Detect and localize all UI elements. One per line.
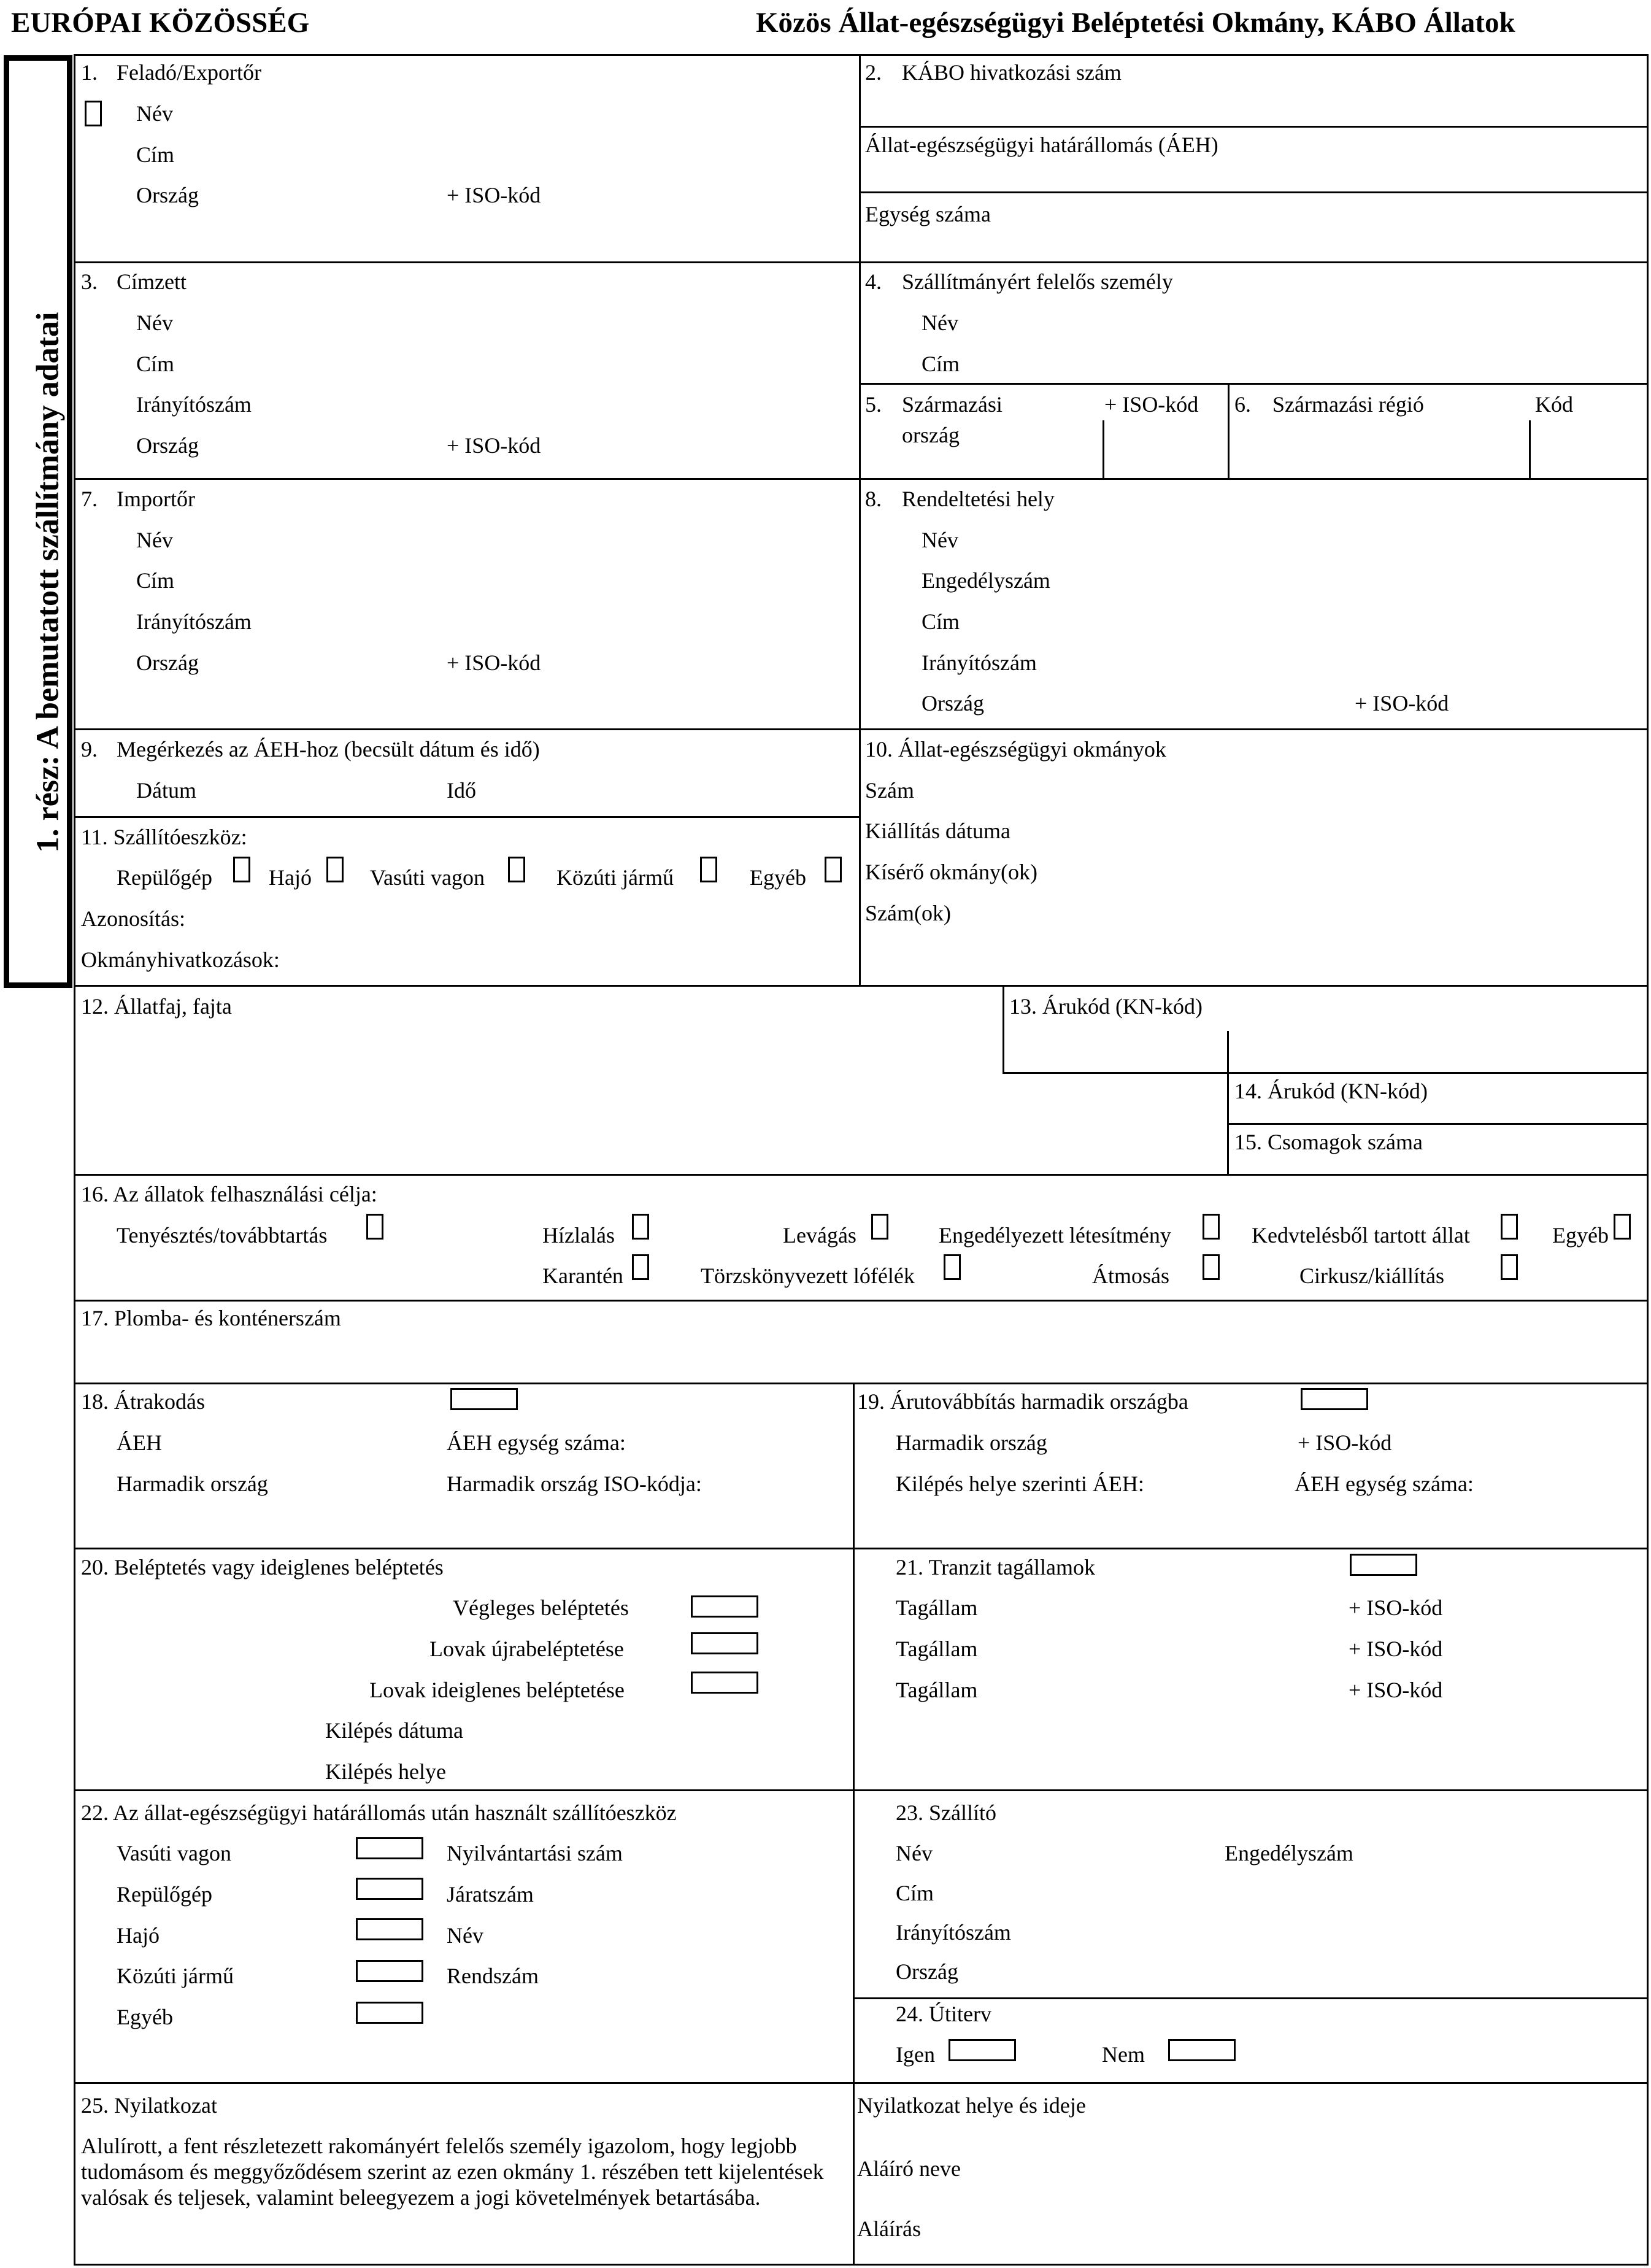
b1-number: 1. (81, 60, 98, 85)
divider-lower-center (853, 1383, 855, 2264)
b16-fattening-checkbox[interactable] (632, 1214, 649, 1240)
divider-row2 (74, 261, 1649, 263)
b8-iso-label: + ISO-kód (1355, 691, 1449, 716)
b8-name-label: Név (922, 528, 958, 552)
b16-other-label: Egyéb (1552, 1223, 1609, 1248)
b3-title: Címzett (117, 269, 187, 294)
b7-name-label: Név (136, 528, 173, 552)
b19-exit-bip-label: Kilépés helye szerinti ÁEH: (896, 1472, 1144, 1496)
b19-title: 19. Árutovábbítás harmadik országba (857, 1389, 1188, 1414)
b18-tc-iso-label: Harmadik ország ISO-kódja: (447, 1472, 702, 1496)
b19-third-country-label: Harmadik ország (896, 1430, 1047, 1455)
divider-b13-inner (1227, 1031, 1229, 1176)
b7-iso-label: + ISO-kód (447, 650, 541, 675)
b20-title: 20. Beléptetés vagy ideiglenes beléptetés (81, 1555, 444, 1580)
b17-title: 17. Plomba- és konténerszám (81, 1306, 341, 1330)
b3-postcode-label: Irányítószám (136, 392, 252, 417)
b7-title: Importőr (117, 487, 195, 511)
divider-b9-b11 (74, 816, 861, 818)
b18-title: 18. Átrakodás (81, 1389, 205, 1414)
b20-definitive-checkbox[interactable] (691, 1595, 758, 1618)
b19-unit-label: ÁEH egység száma: (1295, 1472, 1474, 1496)
b5-number: 5. (865, 392, 882, 417)
b8-country-label: Ország (922, 691, 984, 716)
b2-bip-label: Állat-egészségügyi határállomás (ÁEH) (865, 133, 1218, 157)
b7-postcode-label: Irányítószám (136, 609, 252, 634)
b21-iso-label: + ISO-kód (1349, 1595, 1443, 1620)
b11-road-checkbox[interactable] (700, 857, 717, 882)
b25-signatory-label: Aláíró neve (857, 2156, 961, 2181)
b4-name-label: Név (922, 310, 958, 335)
b24-yes-checkbox[interactable] (949, 2039, 1016, 2061)
b11-ship-checkbox[interactable] (326, 857, 344, 882)
b5-title-line1: Származási (902, 392, 1003, 417)
b21-ms-label: Tagállam (896, 1678, 978, 1702)
b25-place-date-label: Nyilatkozat helye és ideje (857, 2093, 1086, 2118)
part1-sidebar (4, 55, 72, 988)
b1-address-label: Cím (136, 142, 175, 167)
b15-title: 15. Csomagok száma (1234, 1130, 1423, 1154)
b22-mode-label: Egyéb (117, 2005, 173, 2029)
b21-title: 21. Tranzit tagállamok (896, 1555, 1095, 1580)
b11-other-label: Egyéb (750, 865, 806, 890)
b24-no-checkbox[interactable] (1168, 2039, 1236, 2061)
divider-row3 (74, 478, 1649, 480)
b22-mode-checkbox[interactable] (356, 1918, 423, 1940)
b16-fattening-label: Hízlalás (542, 1223, 615, 1248)
b23-name-label: Név (896, 1841, 933, 1865)
b20-exit-date-label: Kilépés dátuma (325, 1718, 463, 1743)
b1-iso-label: + ISO-kód (447, 183, 541, 207)
b13-title: 13. Árukód (KN-kód) (1009, 994, 1203, 1019)
b25-declaration-text: Alulírott, a fent részletezett rakományért felelős személy igazolom, hogy legjobb tudomásom és meggyőződésem szerint az ezen okmány 1. részében tett kijelentések valósak és teljesek, valamint beleegyezem a jogi követelmények betartásába. (81, 2134, 824, 2210)
b2-unit-label: Egység száma (865, 202, 991, 226)
b16-pet-checkbox[interactable] (1501, 1214, 1518, 1240)
b18-checkbox[interactable] (450, 1388, 518, 1410)
b11-rail-checkbox[interactable] (508, 857, 525, 882)
b16-slaughter-checkbox[interactable] (871, 1214, 888, 1240)
b11-plane-checkbox[interactable] (233, 857, 250, 882)
b10-number-label: Szám (865, 778, 914, 803)
b11-ident-label: Azonosítás: (81, 906, 185, 931)
b22-mode-label: Közúti jármű (117, 1964, 234, 1988)
divider-b4-b5 (859, 383, 1649, 385)
b16-relaying-checkbox[interactable] (1203, 1254, 1220, 1280)
b22-field-label: Rendszám (447, 1964, 539, 1988)
b16-breeding-checkbox[interactable] (366, 1214, 383, 1240)
divider-row11 (74, 2082, 1649, 2084)
b24-title: 24. Útiterv (896, 2002, 991, 2026)
b20-temporary-checkbox[interactable] (691, 1672, 758, 1694)
frame-bottom (74, 2264, 1649, 2266)
b14-title: 14. Árukód (KN-kód) (1234, 1079, 1428, 1103)
b10-issue-date-label: Kiállítás dátuma (865, 819, 1010, 843)
b21-checkbox[interactable] (1350, 1554, 1417, 1576)
b4-number: 4. (865, 269, 882, 294)
b25-signature-label: Aláírás (857, 2216, 921, 2241)
b23-address-label: Cím (896, 1881, 934, 1905)
b18-unit-label: ÁEH egység száma: (447, 1430, 626, 1455)
divider-row8 (74, 1383, 1649, 1384)
b22-mode-label: Hajó (117, 1923, 160, 1948)
b21-ms-label: Tagállam (896, 1595, 978, 1620)
b21-iso-label: + ISO-kód (1349, 1637, 1443, 1661)
b25-title: 25. Nyilatkozat (81, 2093, 217, 2118)
b22-mode-label: Repülőgép (117, 1882, 212, 1907)
b22-field-label: Név (447, 1923, 483, 1948)
b3-address-label: Cím (136, 352, 175, 376)
divider-row7 (74, 1300, 1649, 1302)
b16-circus-label: Cirkusz/kiállítás (1299, 1263, 1444, 1288)
b11-plane-label: Repülőgép (117, 865, 212, 890)
b16-quarantine-label: Karantén (542, 1263, 623, 1288)
frame-left (74, 54, 75, 2266)
b16-breeding-label: Tenyésztés/továbbtartás (117, 1223, 328, 1248)
b11-ship-label: Hajó (269, 865, 312, 890)
divider-row9 (74, 1548, 1649, 1549)
b10-numbers-label: Szám(ok) (865, 901, 951, 925)
b16-title: 16. Az állatok felhasználási célja: (81, 1182, 377, 1206)
part1-sidebar-label: 1. rész: A bemutatott szállítmány adatai (30, 312, 66, 853)
b12-title: 12. Állatfaj, fajta (81, 994, 232, 1019)
divider-upper-center (859, 54, 861, 987)
divider-row4 (74, 728, 1649, 730)
b22-mode-checkbox[interactable] (356, 2002, 423, 2024)
b5-title-line2: ország (902, 423, 960, 447)
b8-title: Rendeltetési hely (902, 487, 1055, 511)
header-document-title: Közös Állat-egészségügyi Beléptetési Okmány, KÁBO Állatok (756, 7, 1515, 39)
b8-address-label: Cím (922, 609, 960, 634)
b10-title: 10. Állat-egészségügyi okmányok (865, 737, 1166, 762)
b11-docref-label: Okmányhivatkozások: (81, 947, 280, 972)
b20-temporary-label: Lovak ideiglenes beléptetése (369, 1678, 625, 1702)
b23-postcode-label: Irányítószám (896, 1920, 1011, 1945)
b2-title: KÁBO hivatkozási szám (902, 60, 1122, 85)
b4-title: Szállítmányért felelős személy (902, 269, 1173, 294)
b22-field-label: Nyilvántartási szám (447, 1841, 623, 1865)
b3-country-label: Ország (136, 433, 199, 458)
b16-approved-body-checkbox[interactable] (1203, 1214, 1220, 1240)
b23-approval-label: Engedélyszám (1225, 1841, 1353, 1865)
b18-third-country-label: Harmadik ország (117, 1472, 268, 1496)
divider-row10 (74, 1789, 1649, 1791)
b9-time-label: Idő (447, 778, 476, 803)
b11-rail-label: Vasúti vagon (370, 865, 485, 890)
divider-b6-inner (1529, 420, 1531, 478)
b24-yes-label: Igen (896, 2042, 935, 2067)
b9-number: 9. (81, 737, 98, 762)
divider-row6 (74, 1174, 1649, 1176)
b3-number: 3. (81, 269, 98, 294)
b19-checkbox[interactable] (1301, 1388, 1368, 1410)
b16-other-checkbox[interactable] (1614, 1214, 1631, 1240)
b3-name-label: Név (136, 310, 173, 335)
b16-relaying-label: Átmosás (1092, 1263, 1169, 1288)
b20-reentry-checkbox[interactable] (691, 1632, 758, 1654)
b1-name-label: Név (136, 101, 173, 126)
b11-title: 11. Szállítóeszköz: (81, 825, 247, 849)
divider-b2b (859, 191, 1649, 193)
b8-approval-label: Engedélyszám (922, 568, 1050, 593)
b22-mode-checkbox[interactable] (356, 1837, 423, 1859)
b7-number: 7. (81, 487, 98, 511)
b8-postcode-label: Irányítószám (922, 650, 1037, 675)
divider-b2a (859, 126, 1649, 128)
b1-title: Feladó/Exportőr (117, 60, 261, 85)
b23-country-label: Ország (896, 1959, 958, 1984)
b22-title: 22. Az állat-egészségügyi határállomás után használt szállítóeszköz (81, 1800, 677, 1825)
divider-b5-b6 (1228, 383, 1230, 478)
divider-row5 (74, 985, 1649, 987)
b21-iso-label: + ISO-kód (1349, 1678, 1443, 1702)
b7-address-label: Cím (136, 568, 175, 593)
b19-iso-label: + ISO-kód (1298, 1430, 1392, 1455)
b9-date-label: Dátum (136, 778, 196, 803)
b22-mode-checkbox[interactable] (356, 1878, 423, 1900)
b16-quarantine-checkbox[interactable] (632, 1254, 649, 1280)
b20-definitive-label: Végleges beléptetés (453, 1595, 629, 1620)
header-community: EURÓPAI KÖZÖSSÉG (11, 7, 310, 39)
b1-checkbox[interactable] (85, 101, 102, 126)
b10-accompanying-label: Kísérő okmány(ok) (865, 860, 1037, 884)
b11-other-checkbox[interactable] (825, 857, 842, 882)
b21-ms-label: Tagállam (896, 1637, 978, 1661)
frame-right (1647, 54, 1649, 2266)
b4-address-label: Cím (922, 352, 960, 376)
b9-title: Megérkezés az ÁEH-hoz (becsült dátum és idő) (117, 737, 540, 762)
b7-country-label: Ország (136, 650, 199, 675)
divider-b5-inner (1103, 420, 1104, 478)
b3-iso-label: + ISO-kód (447, 433, 541, 458)
divider-b23-b24 (853, 1997, 1649, 1999)
b6-title: Származási régió (1272, 392, 1424, 417)
divider-b12-b13 (1003, 985, 1004, 1074)
b16-registered-horses-checkbox[interactable] (944, 1254, 961, 1280)
b5-iso-label: + ISO-kód (1104, 392, 1199, 417)
b23-title: 23. Szállító (896, 1800, 996, 1825)
divider-b14-b15 (1227, 1123, 1649, 1125)
b16-slaughter-label: Levágás (783, 1223, 856, 1248)
b2-number: 2. (865, 60, 882, 85)
b22-field-label: Járatszám (447, 1882, 534, 1907)
b16-circus-checkbox[interactable] (1501, 1254, 1518, 1280)
b16-registered-horses-label: Törzskönyvezett lófélék (701, 1263, 915, 1288)
b6-code-label: Kód (1535, 392, 1573, 417)
b18-bip-label: ÁEH (117, 1430, 162, 1455)
divider-b13-b14 (1003, 1072, 1649, 1074)
b24-no-label: Nem (1102, 2042, 1145, 2067)
b20-reentry-label: Lovak újrabeléptetése (429, 1637, 624, 1661)
b11-road-label: Közúti jármű (556, 865, 674, 890)
b8-number: 8. (865, 487, 882, 511)
b22-mode-checkbox[interactable] (356, 1960, 423, 1982)
b16-approved-body-label: Engedélyezett létesítmény (939, 1223, 1171, 1248)
frame-top (74, 54, 1649, 56)
b6-number: 6. (1234, 392, 1251, 417)
b1-country-label: Ország (136, 183, 199, 207)
b16-pet-label: Kedvtelésből tartott állat (1252, 1223, 1470, 1248)
b22-mode-label: Vasúti vagon (117, 1841, 231, 1865)
b20-exit-place-label: Kilépés helye (325, 1759, 446, 1784)
